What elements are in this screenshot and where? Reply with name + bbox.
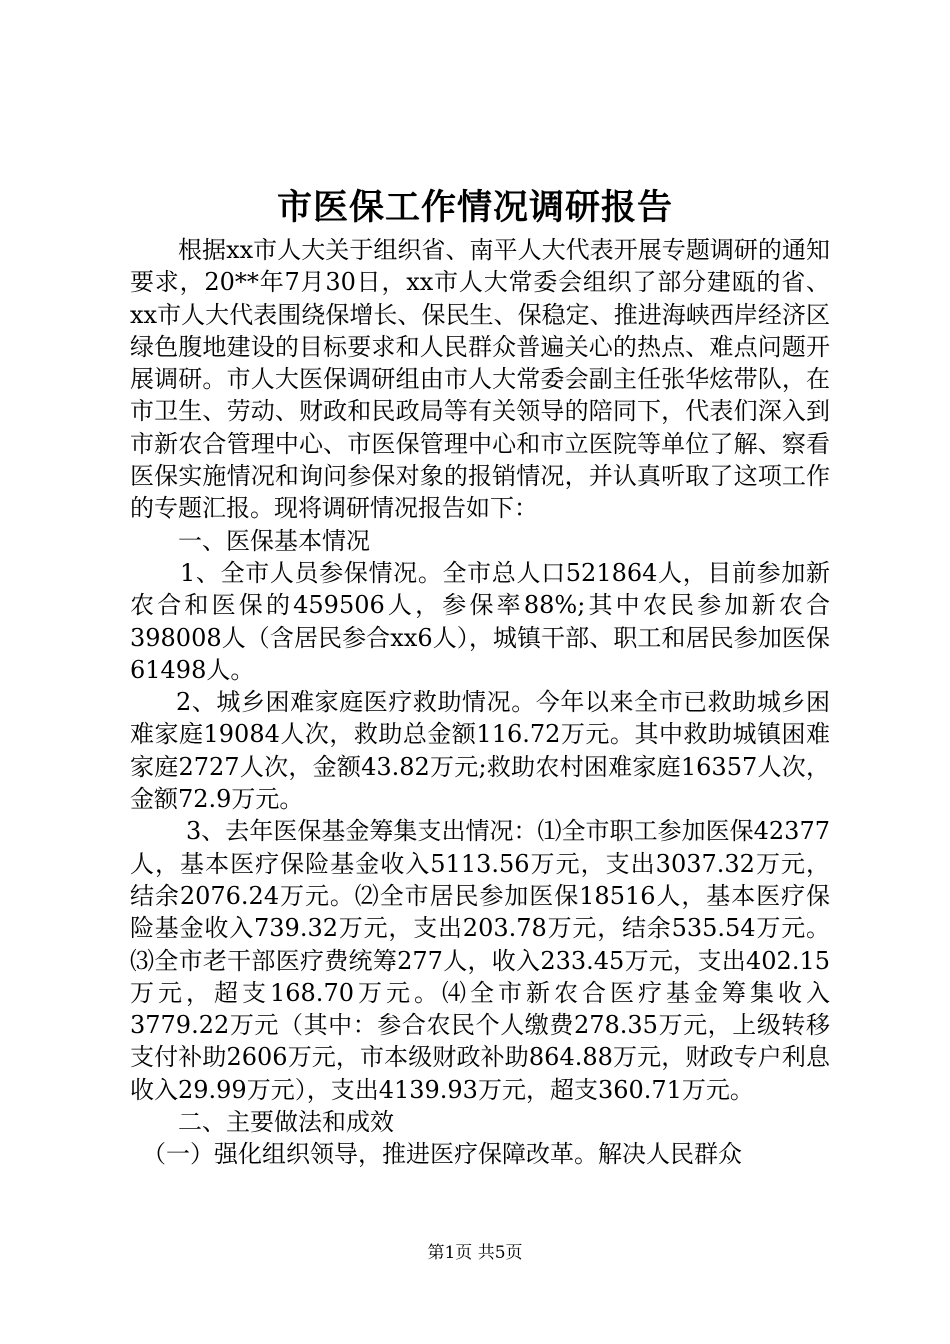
paragraph-fund-collection: 3、去年医保基金筹集支出情况：⑴全市职工参加医保42377人，基本医疗保险基金收入5113.56万元，支出3037.32万元，结余2076.24万元。⑵全市居民参加医保18516人，基本医疗保险基金收入739.32万元，支出203.78万元，结余535.54万元。⑶全市老干部医疗费统筹277人，收入233.45万元，支出402.15万元，超支168.70万元。⑷全市新农合医疗基金筹集收入3779.22万元（其中：参合农民个人缴费278.35万元，上级转移支付补助2606万元，市本级财政补助864.88万元，财政专户利息收入29.99万元），支出4139.93万元，超支360.71万元。	[130, 817, 830, 1104]
paragraph-medical-assistance: 2、城乡困难家庭医疗救助情况。今年以来全市已救助城乡困难家庭19084人次，救助总金额116.72万元。其中救助城镇困难家庭2727人次，金额43.82万元;救助农村困难家庭16357人次，金额72.9万元。	[130, 688, 830, 814]
page-footer: 第1页 共5页	[427, 1243, 523, 1263]
section-heading-basic-situation: 一、医保基本情况	[178, 526, 370, 555]
document-body	[130, 234, 830, 1171]
paragraph-enrollment: 1、全市人员参保情况。全市总人口521864人，目前参加新农合和医保的459506人，参保率88%;其中农民参加新农合398008人（含居民参合xx6人），城镇干部、职工和居民参加医保61498人。	[130, 558, 830, 684]
intro-paragraph: 根据xx市人大关于组织省、南平人大代表开展专题调研的通知要求，20**年7月30日，xx市人大常委会组织了部分建瓯的省、xx市人大代表围绕保增长、保民生、保稳定、推进海峡西岸经济区绿色腹地建设的目标要求和人民群众普遍关心的热点、难点问题开展调研。市人大医保调研组由市人大常委会副主任张华炫带队，在市卫生、劳动、财政和民政局等有关领导的陪同下，代表们深入到市新农合管理中心、市医保管理中心和市立医院等单位了解、察看医保实施情况和询问参保对象的报销情况，并认真听取了这项工作的专题汇报。现将调研情况报告如下：	[130, 236, 830, 523]
section-heading-practices: 二、主要做法和成效	[178, 1108, 394, 1137]
document-title: 市医保工作情况调研报告	[276, 187, 673, 228]
subsection-paragraph-leadership: （一）强化组织领导，推进医疗保障改革。解决人民群众	[142, 1140, 742, 1169]
